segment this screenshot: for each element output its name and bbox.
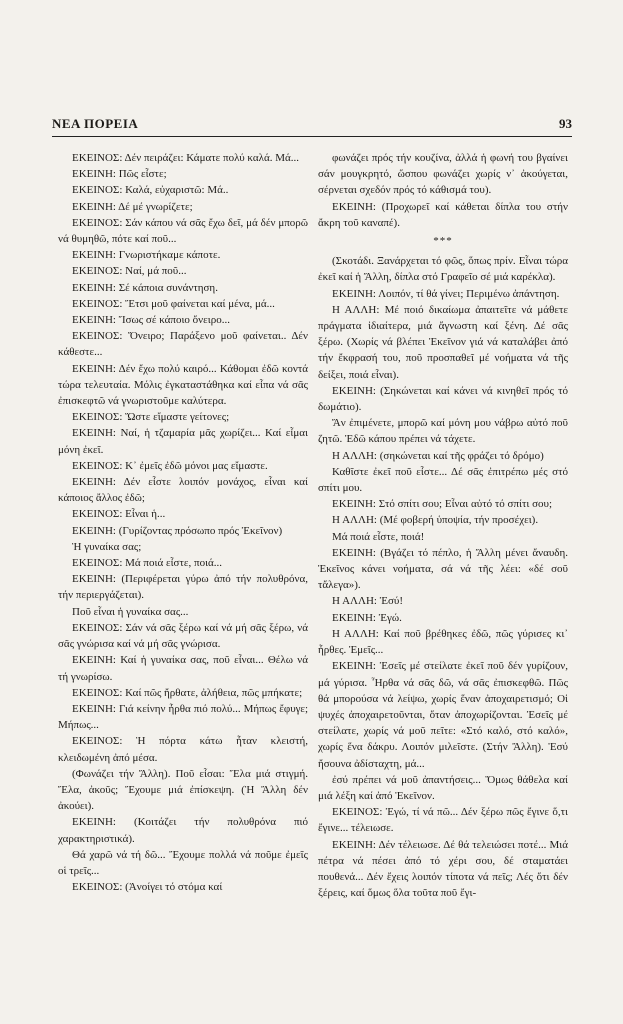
- dialogue-line: ΕΚΕΙΝΗ: (Γυρίζοντας πρόσωπο πρός Ἐκεῖνον): [72, 524, 283, 537]
- dialogue-line: ΕΚΕΙΝΗ: (Βγάζει τό πέπλο, ἡ Ἄλλη μένει ἄναυδη. Ἐκεῖνος κάνει νοήματα, σά νά τῆς λέει: «δέ σοῦ τἄλεγα»).: [318, 546, 568, 592]
- dialogue-line: ΕΚΕΙΝΟΣ: Κ᾿ ἐμεῖς ἐδῶ μόνοι μας εἴμαστε.: [72, 459, 268, 472]
- dialogue-line: Μά ποιά εἶστε, ποιά!: [332, 530, 425, 543]
- dialogue-line: Η ΑΛΛΗ: (σηκώνεται καί τῆς φράζει τό δρόμο): [332, 449, 544, 462]
- dialogue-line: ΕΚΕΙΝΗ: (Προχωρεῖ καί κάθεται δίπλα του στήν ἄκρη τοῦ καναπέ).: [318, 200, 568, 229]
- dialogue-line: ΕΚΕΙΝΗ: Δέν εἶστε λοιπόν μονάχος, εἶναι καί κάποιος ἄλλος ἐδῶ;: [58, 476, 308, 505]
- dialogue-line: ΕΚΕΙΝΗ: (Κοιτάζει τήν πολυθρόνα πιό χαρακτηριστικά).: [58, 816, 308, 845]
- journal-title: ΝΕΑ ΠΟΡΕΙΑ: [52, 116, 139, 131]
- dialogue-line: ΕΚΕΙΝΗ: Λοιπόν, τί θά γίνει; Περιμένω ἀπάντηση.: [332, 287, 560, 300]
- dialogue-line: ΕΚΕΙΝΗ: (Περιφέρεται γύρω ἀπό τήν πολυθρόνα, τήν περιεργάζεται).: [58, 573, 308, 602]
- dialogue-line: ΕΚΕΙΝΟΣ: Μά ποιά εἶστε, ποιά...: [72, 557, 223, 570]
- dialogue-line: ΕΚΕΙΝΗ: Δέν τέλειωσε. Δέ θά τελειώσει ποτέ... Μιά πέτρα νά πέσει ἀπό τό χέρι σου, δέ σταματάει πουθενά... Δέν ἔχεις λοιπόν τίποτα νά πεῖς; Λές ὅτι δέν ξέρεις, καί ὅμως ὅλα τοῦτα ποῦ ἔγι-: [318, 838, 568, 900]
- dialogue-line: ΕΚΕΙΝΟΣ: Ὥστε εἴμαστε γείτονες;: [72, 411, 230, 424]
- dialogue-line: ΕΚΕΙΝΗ: Ἐγώ.: [332, 611, 402, 624]
- dialogue-line: ΕΚΕΙΝΟΣ: Εἶναι ἡ...: [72, 508, 166, 521]
- dialogue-line: ΕΚΕΙΝΗ: Δέ μέ γνωρίζετε;: [72, 200, 193, 213]
- dialogue-line: Η ΑΛΛΗ: Καί ποῦ βρέθηκες ἐδῶ, πῶς γύρισες κι᾿ ἦρθες. Ἐμεῖς...: [318, 627, 568, 657]
- dialogue-line: ΕΚΕΙΝΗ: Γιά κείνην ἦρθα πιό πολύ... Μήπως ἔφυγε; Μήπως...: [58, 702, 308, 732]
- dialogue-line: ΕΚΕΙΝΗ: Σέ κάποια συνάντηση.: [72, 281, 218, 294]
- dialogue-line: Θά χαρῶ νά τή δῶ... Ἔχουμε πολλά νά ποῦμε ἐμεῖς οἱ τρεῖς...: [58, 848, 308, 877]
- dialogue-line: (Φωνάζει τήν Ἄλλη). Ποῦ εἶσαι: Ἔλα μιά στιγμή. Ἔλα, ἀκοῦς; Ἔχουμε μιά ἐπίσκεψη. (Ἡ Ἄλλη δέν ἀκούει).: [58, 767, 308, 813]
- dialogue-line: ΕΚΕΙΝΗ: Ἴσως σέ κάποιο ὄνειρο...: [72, 314, 230, 327]
- dialogue-line: ΕΚΕΙΝΟΣ: Σάν κάπου νά σᾶς ἔχω δεῖ, μά δέν μπορῶ νά θυμηθῶ, πότε καί ποῦ...: [58, 216, 308, 246]
- dialogue-line: ΕΚΕΙΝΟΣ: (Ἀνοίγει τό στόμα καί: [72, 881, 223, 894]
- dialogue-line: ΕΚΕΙΝΗ: Καί ἡ γυναίκα σας, ποῦ εἶναι... Θέλω νά τή γνωρίσω.: [58, 654, 308, 683]
- dialogue-line: ΕΚΕΙΝΟΣ: Ἡ πόρτα κάτω ἦταν κλειστή, κλειδωμένη ἀπό μέσα.: [58, 735, 308, 764]
- dialogue-line: ΕΚΕΙΝΟΣ: Ἐγώ, τί νά πῶ... Δέν ξέρω πῶς ἔγινε ὅ,τι ἔγινε... τέλειωσε.: [318, 806, 568, 835]
- dialogue-line: ΕΚΕΙΝΟΣ: Ὄνειρο; Παράξενο μοῦ φαίνεται.. Δέν κάθεστε...: [58, 330, 308, 359]
- dialogue-line: ΕΚΕΙΝΗ: Ἐσεῖς μέ στείλατε ἐκεῖ ποῦ δέν γυρίζουν, μά γύρισα. Ἦρθα νά σᾶς δῶ, νά σᾶς ἐπισκεφθῶ. Πῶς θά μπορούσα νά λείψω, χωρίς ἕναν ἀποχαιρετισμό; Οἱ ψυχές ἀποχαιρετοῦνται, ὅταν ἀποχωρίζονται. Ἐσεῖς μέ στείλατε, χωρίς νά μοῦ πεῖτε: «Στό καλό, στό καλό», χωρίς ἕνα δάκρυ. Λοιπόν μιλεῖστε. (Στήν Ἄλλη). Ἐσύ ἤσουνα ἀδίσταχτη, μά...: [318, 660, 568, 770]
- dialogue-line: ἐσύ πρέπει νά μοῦ ἀπαντήσεις... Ὅμως θάθελα καί μιά λέξη καί ἀπό Ἐκεῖνον.: [318, 773, 568, 802]
- left-column: [58, 150, 308, 895]
- dialogue-line: ΕΚΕΙΝΟΣ: Δέν πειράζει: Κάματε πολύ καλά. Μά...: [72, 152, 300, 164]
- scene-separator: ***: [433, 235, 453, 248]
- dialogue-line: ΕΚΕΙΝΗ: Γνωριστήκαμε κάποτε.: [72, 249, 221, 262]
- dialogue-line: ΕΚΕΙΝΟΣ: Ἔτσι μοῦ φαίνεται καί μένα, μά...: [72, 297, 275, 310]
- dialogue-line: Ποῦ εἶναι ἡ γυναίκα σας...: [72, 605, 189, 618]
- dialogue-line: Ἡ γυναίκα σας;: [72, 540, 142, 553]
- dialogue-line: Η ΑΛΛΗ: Ἐσύ!: [332, 595, 404, 608]
- dialogue-line: Η ΑΛΛΗ: (Μέ φοβερή ὑποψία, τήν προσέχει).: [332, 514, 539, 527]
- right-column: [318, 150, 568, 901]
- dialogue-line: Η ΑΛΛΗ: Μέ ποιό δικαίωμα ἀπαιτεῖτε νά μάθετε πράγματα ἰδιαίτερα, μιά ἄγνωστη καί ξένη. Δέ σᾶς ξέρω. (Χωρίς νά βλέπει Ἐκεῖνον γιά νά καταλάβει ἀπό τήν ἔκφρασή του, ποῦ προσπαθεῖ μέ νοήματα νά τῆς δείξει, ποιά εἶναι).: [318, 303, 568, 381]
- dialogue-line: ΕΚΕΙΝΟΣ: Καί πῶς ἤρθατε, ἀλήθεια, πῶς μπήκατε;: [72, 686, 303, 699]
- dialogue-line: ΕΚΕΙΝΟΣ: Καλά, εὐχαριστῶ: Μά..: [72, 184, 229, 197]
- dialogue-line: ΕΚΕΙΝΗ: Πῶς εἶστε;: [72, 168, 167, 181]
- dialogue-line: ΕΚΕΙΝΗ: Ναί, ἡ τζαμαρία μᾶς χωρίζει... Καί εἶμαι μόνη ἐκεῖ.: [58, 427, 308, 456]
- dialogue-line: ΕΚΕΙΝΟΣ: Σάν νά σᾶς ξέρω καί νά μή σᾶς ξέρω, νά σᾶς γνώρισα καί νά μή σᾶς γνώρισα.: [58, 621, 308, 651]
- dialogue-line: Ἄν ἐπιμένετε, μπορῶ καί μόνη μου νάβρω αὐτό ποῦ ζητῶ. Ἐδῶ κάπου πρέπει νά τάχετε.: [318, 417, 568, 446]
- page-number: 93: [559, 116, 572, 131]
- dialogue-line: ΕΚΕΙΝΟΣ: Ναί, μά ποῦ...: [72, 265, 187, 278]
- running-header: [52, 112, 572, 137]
- dialogue-line: ΕΚΕΙΝΗ: Δέν ἔχω πολύ καιρό... Κάθομαι ἐδῶ κοντά τώρα τελευταία. Μόλις ἐγκαταστάθηκα καί εἶπα νά σᾶς ἐπισκεφτῶ νά γνωριστοῦμε καλύτερα.: [58, 362, 308, 408]
- dialogue-line: ΕΚΕΙΝΗ: Στό σπίτι σου; Εἶναι αὐτό τό σπίτι σου;: [332, 498, 553, 511]
- stage-direction: (Σκοτάδι. Ξανάρχεται τό φῶς, ὅπως πρίν. Εἶναι τώρα ἐκεῖ καί ἡ Ἄλλη, δίπλα στό Γραφεῖο σέ μιά καρέκλα).: [318, 255, 568, 284]
- dialogue-line: ΕΚΕΙΝΗ: (Σηκώνεται καί κάνει νά κινηθεῖ πρός τό δωμάτιο).: [318, 384, 568, 414]
- dialogue-line: φωνάζει πρός τήν κουζίνα, ἀλλά ἡ φωνή του βγαίνει σάν μουγκρητό, ὥσπου φωνάζει χωρίς ν᾿ ἀκούγεται, σέρνεται σχεδόν πρός τό κάθισμά του).: [318, 152, 568, 197]
- dialogue-line: Καθῖστε ἐκεῖ ποῦ εἶστε... Δέ σᾶς ἐπιτρέπω μές στό σπίτι μου.: [318, 465, 568, 495]
